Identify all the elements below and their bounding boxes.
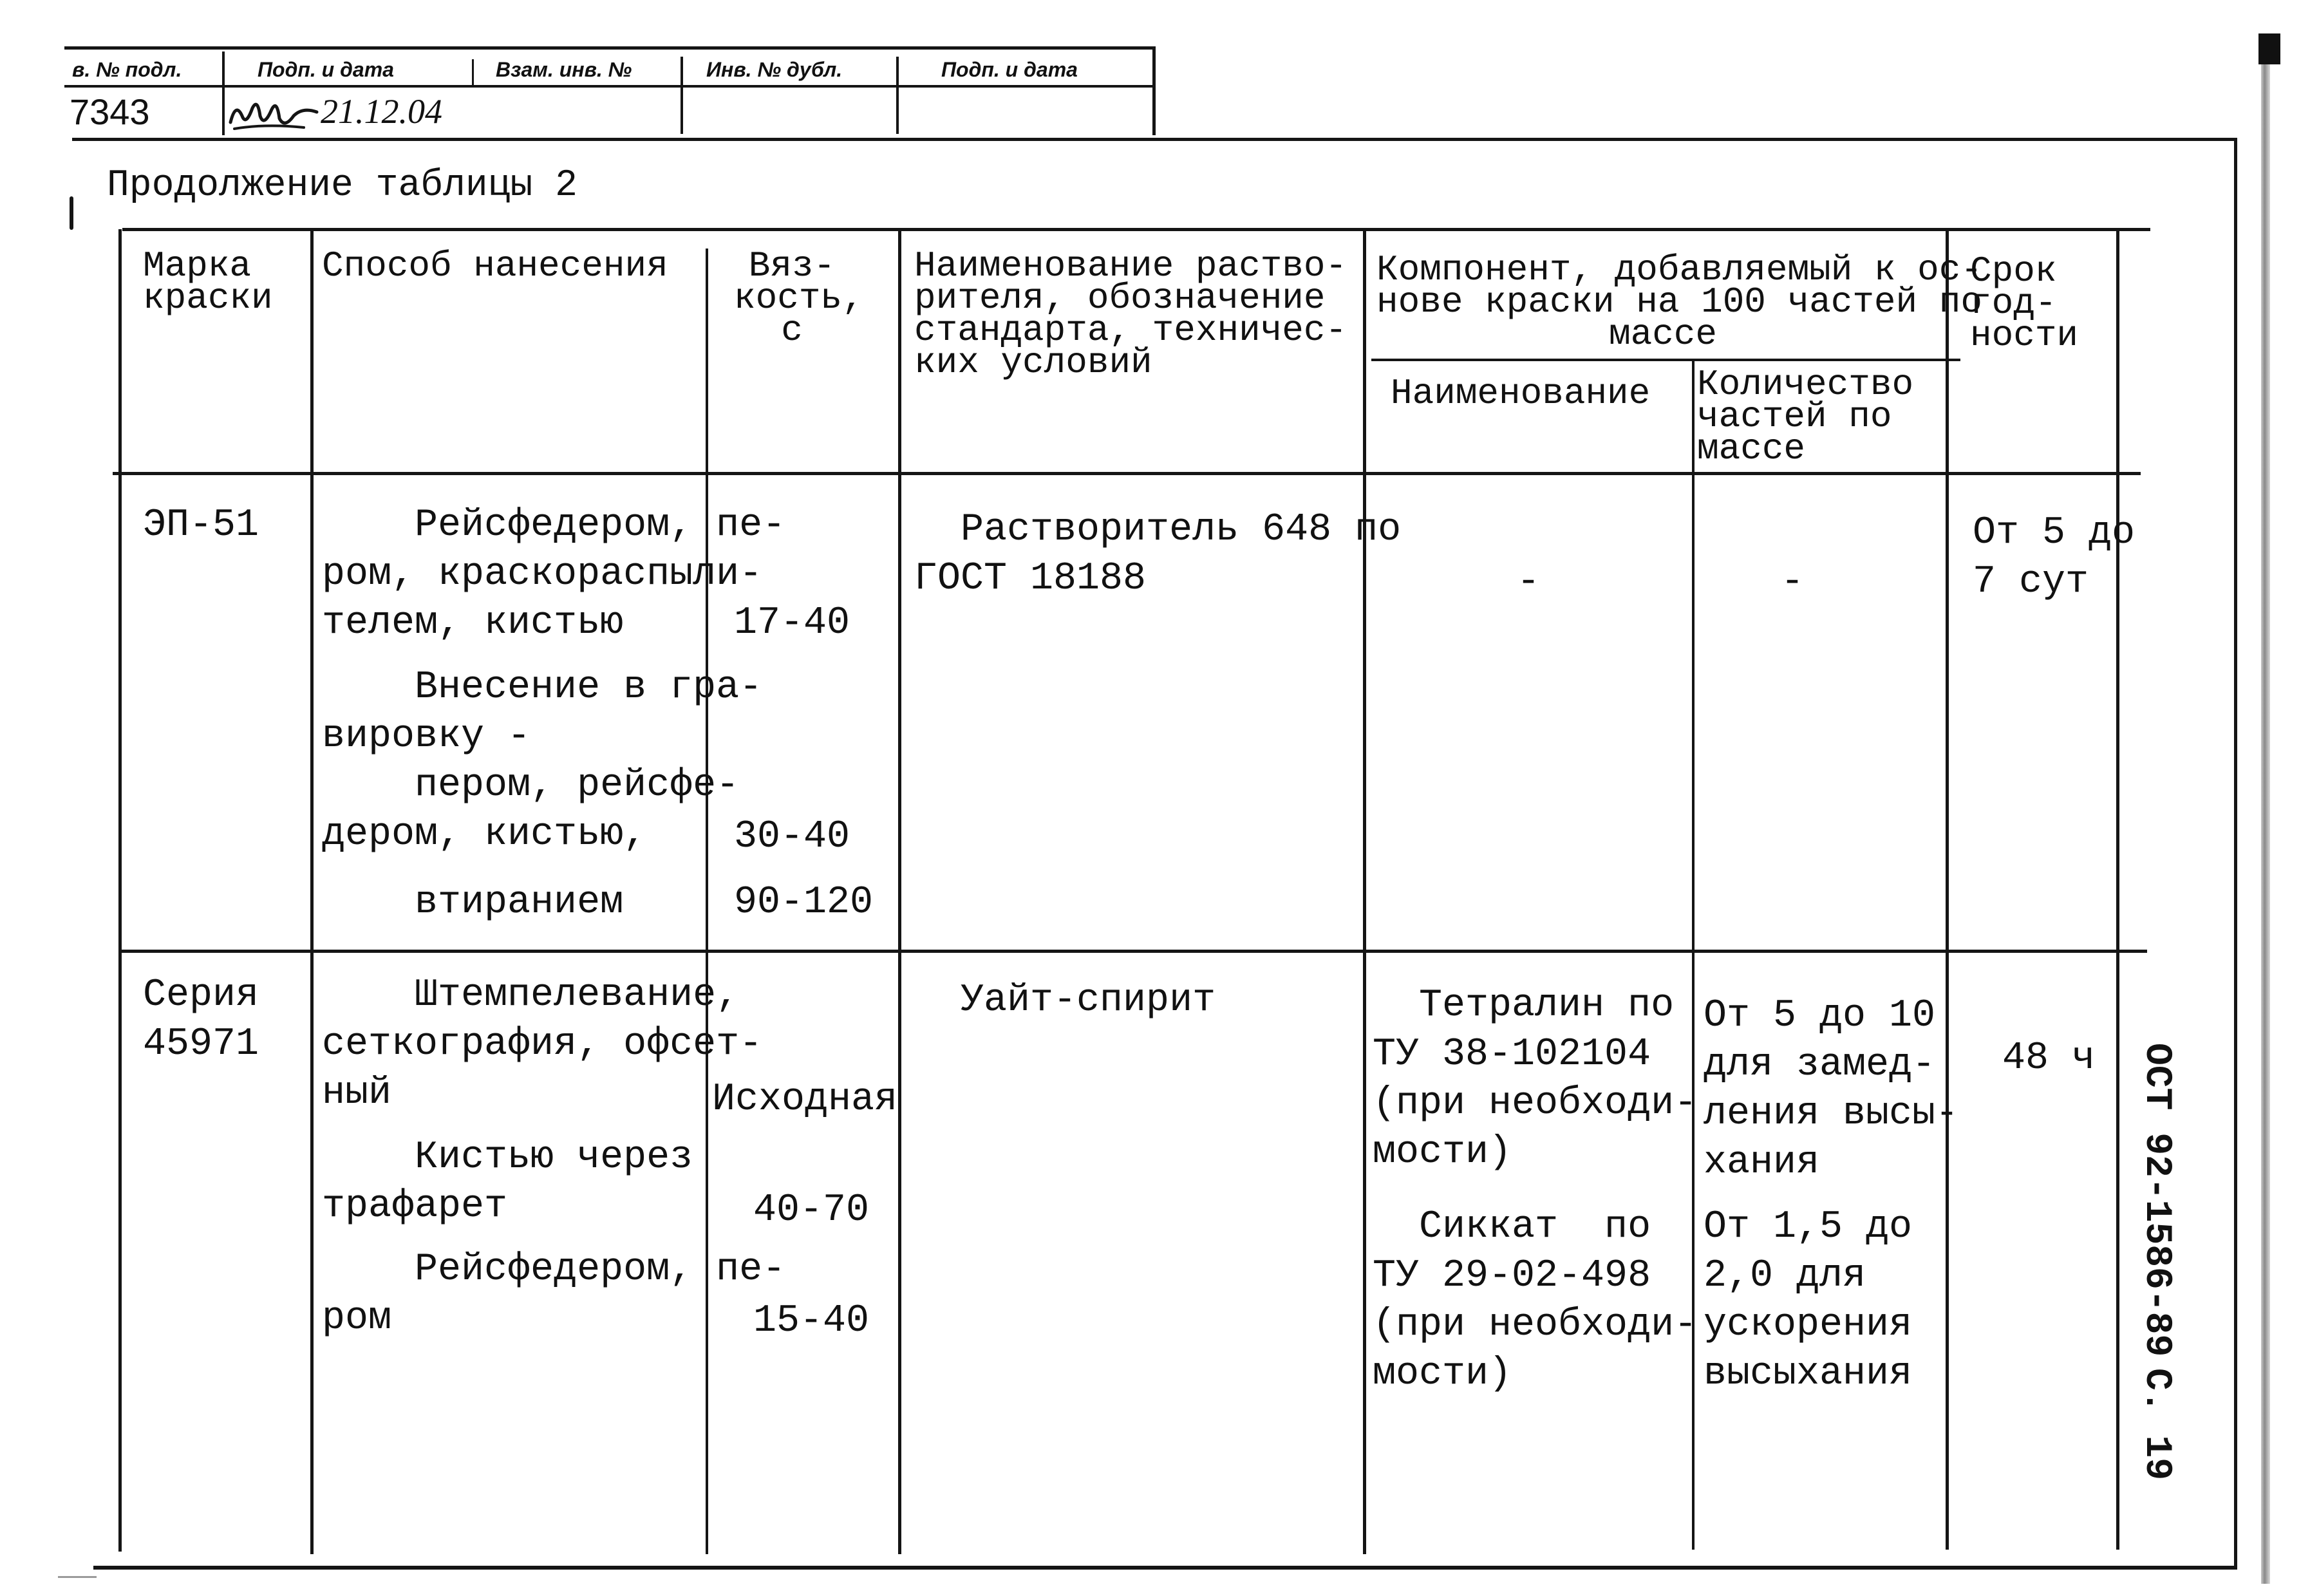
stamp-header-sign-date-2: Подп. и дата (941, 58, 1078, 81)
scan-edge-top-mark (2258, 33, 2280, 64)
stamp-mid-line (64, 85, 1156, 88)
row2-shelf-life: 48 ч (2002, 1037, 2096, 1080)
row2-mark: Серия 45971 (143, 973, 259, 1066)
stamp-sep (681, 57, 683, 134)
stamp-inv-number: 7343 (70, 91, 150, 132)
row2-viscosity-3: 15-40 (753, 1299, 870, 1343)
component-subheader-line (1371, 359, 1960, 361)
stamp-header-dup-inv: Инв. № дубл. (706, 58, 843, 81)
col-border-method (706, 249, 708, 1554)
header-shelf-life: Срок год- ности (1970, 250, 2079, 356)
document-designation: ОСТ 92-1586-89 (2136, 1043, 2177, 1357)
header-method: Способ нанесения (322, 245, 668, 286)
col-right-border (2116, 229, 2119, 1550)
row2-component-name-2: Сиккат по ТУ 29-02-498 (при необходи- мости) (1373, 1205, 1698, 1396)
row2-component-qty-1: От 5 до 10 для замед- ления высы- хания (1704, 994, 1959, 1185)
row2-component-qty-2: От 1,5 до 2,0 для ускорения высыхания (1704, 1205, 1913, 1396)
row1-viscosity-1: 17-40 (734, 601, 850, 645)
row1-viscosity-3: 90-120 (734, 881, 874, 925)
frame-right-line (2234, 138, 2237, 1570)
stamp-header-inv-no: в. № подл. (72, 58, 182, 81)
signature-mark (227, 90, 323, 134)
frame-left-bracket (70, 196, 73, 230)
row1-viscosity-2: 30-40 (734, 815, 850, 859)
stamp-sign-date: 21.12.04 (321, 92, 442, 131)
stamp-sep (472, 59, 474, 85)
stamp-top-line (64, 46, 1156, 50)
row1-method-1: Рейсфедером, пе- ром, краскораспыли- телем, кистью (322, 503, 786, 645)
row1-method-3: втиранием (322, 881, 624, 925)
header-solvent: Наименование раство- рителя, обозначение стандарта, техничес- ких условий (914, 245, 1347, 383)
row1-component-name: - (1517, 560, 1541, 604)
stamp-header-replace-inv: Взам. инв. № (496, 58, 632, 81)
row2-method-1: Штемпелевание, сеткография, офсет- ный (322, 973, 763, 1115)
row2-viscosity-2: 40-70 (753, 1188, 870, 1232)
table-top-border (122, 228, 2150, 231)
row2-component-name-1: Тетралин по ТУ 38-102104 (при необходи- мости) (1373, 984, 1698, 1174)
col-border-mark (310, 229, 314, 1554)
stamp-sep (896, 57, 899, 134)
row2-viscosity-1: Исходная (712, 1078, 898, 1122)
col-border-solvent (1363, 229, 1366, 1554)
row1-shelf-life: От 5 до 7 сут (1973, 511, 2136, 604)
col-border-viscosity (898, 229, 901, 1554)
row1-method-2: Внесение в гра- вировку - пером, рейсфе- дером, кистью, (322, 666, 763, 856)
header-component-qty: Количество частей по массе (1697, 364, 1914, 469)
frame-bottom-line (93, 1566, 2237, 1570)
row1-solvent: Растворитель 648 по ГОСТ 18188 (914, 508, 1402, 601)
stamp-sep (222, 52, 225, 135)
header-mark: Марка краски (143, 245, 273, 319)
row2-method-2: Кистью через трафарет (322, 1136, 693, 1228)
table-caption: Продолжение таблицы 2 (107, 165, 577, 207)
row2-solvent: Уайт-спирит (914, 979, 1216, 1022)
page-number: С. 19 (2136, 1368, 2177, 1481)
frame-top-line (72, 138, 2235, 141)
stamp-header-sign-date: Подп. и дата (258, 58, 394, 81)
scan-edge-shade (2261, 64, 2270, 1584)
row2-method-3: Рейсфедером, пе- ром (322, 1248, 786, 1340)
stamp-sep (1152, 49, 1156, 135)
row1-component-qty: - (1781, 560, 1805, 604)
row1-mark: ЭП-51 (143, 503, 259, 547)
header-component: Компонент, добавляемый к ос- нове краски на 100 частей по массе (1376, 249, 1982, 355)
header-component-name: Наименование (1391, 373, 1651, 414)
col-left-border (118, 229, 122, 1552)
scan-bottom-dash (58, 1576, 97, 1578)
header-viscosity: Вяз- кость, с (734, 245, 864, 351)
row-divider (119, 950, 2147, 953)
header-bottom-line (113, 472, 2141, 475)
col-border-component-qty (1946, 229, 1949, 1550)
